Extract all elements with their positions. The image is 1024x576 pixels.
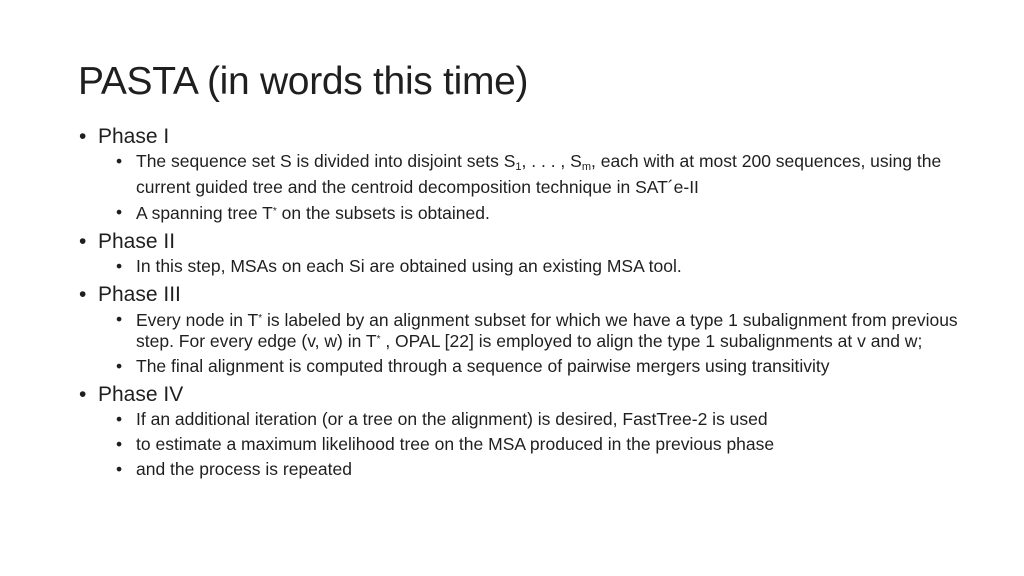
text-segment: , . . . , S [521, 151, 582, 171]
text-segment: , OPAL [22] is employed to align the type 1 subalignments at v and w; [380, 331, 923, 351]
bullet-phase-3-item-2: • The final alignment is computed through a sequence of pairwise mergers using transitivity [116, 356, 979, 376]
bullet-phase-1: • Phase I [79, 123, 979, 151]
slide-title: PASTA (in words this time) [78, 60, 529, 103]
subscript: 1 [515, 161, 522, 173]
text-segment: is labeled by an alignment subset for which we have a type 1 subalignment from previous step. For every edge (v, w) in T [136, 310, 958, 351]
text-segment: , each with at most 200 sequences, using the current guided tree and the centroid decomposition technique in SAT´e-II [136, 151, 942, 197]
superscript: * [272, 206, 277, 217]
bullet-phase-3-item-1 [116, 309, 979, 351]
bullet-phase-1-item-2 [116, 202, 979, 223]
subscript: m [581, 161, 591, 173]
bullet-phase-2-item-1: • In this step, MSAs on each Si are obtained using an existing MSA tool. [116, 256, 979, 276]
bullet-phase-4-item-3: • and the process is repeated [116, 459, 979, 479]
bullet-phase-4-item-2: • to estimate a maximum likelihood tree on the MSA produced in the previous phase [116, 434, 979, 454]
bullet-phase-1-item-1 [116, 151, 979, 197]
superscript: * [258, 313, 263, 324]
text-segment: A spanning tree T [136, 203, 273, 223]
text-segment: The sequence set S is divided into disjoint sets S [136, 151, 516, 171]
bullet-phase-4-item-1: • If an additional iteration (or a tree on the alignment) is desired, FastTree-2 is used [116, 409, 979, 429]
bullet-phase-3: • Phase III [79, 281, 979, 309]
text-segment: Every node in T [136, 310, 259, 330]
superscript: * [376, 334, 381, 345]
slide-body [79, 121, 979, 484]
bullet-phase-4: • Phase IV [79, 381, 979, 409]
bullet-phase-2: • Phase II [79, 228, 979, 256]
text-segment: on the subsets is obtained. [276, 203, 490, 223]
